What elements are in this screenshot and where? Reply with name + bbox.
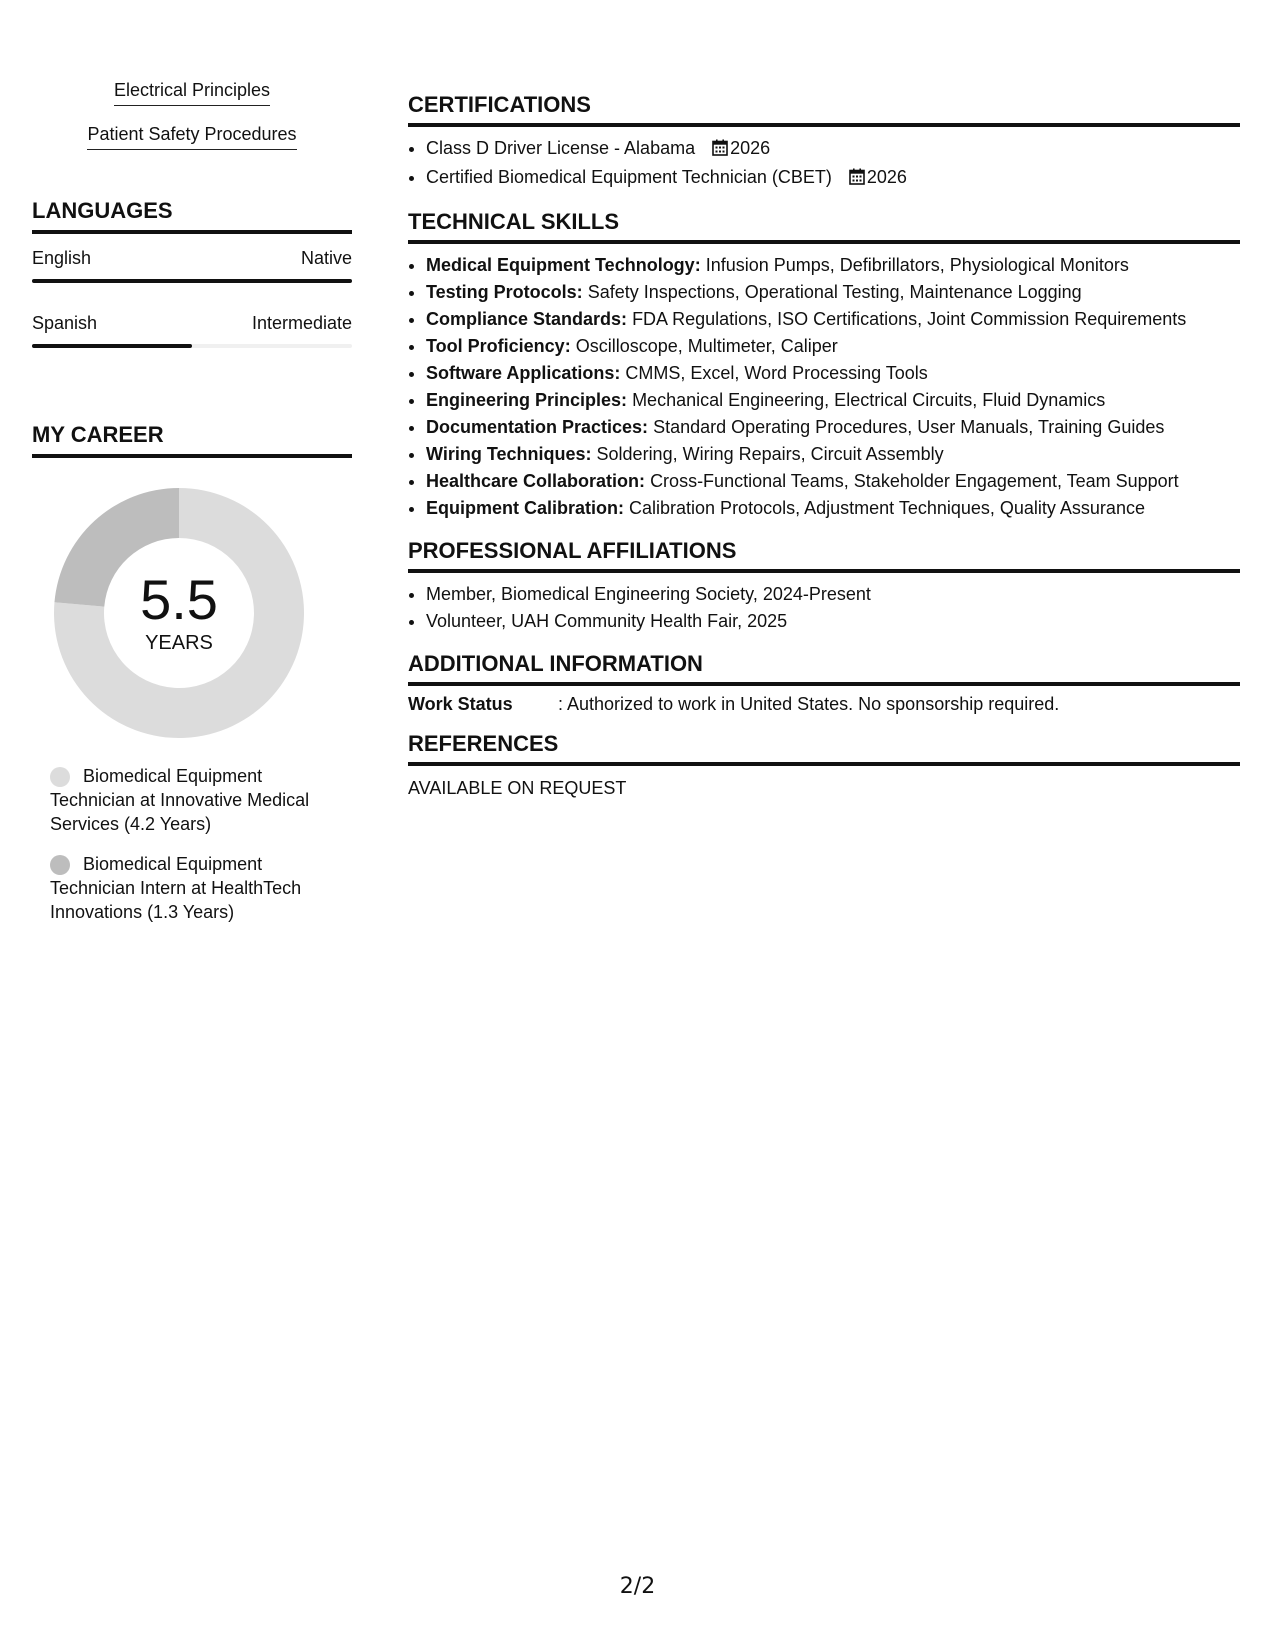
skill-label: Software Applications: xyxy=(426,363,621,383)
language-name: Spanish xyxy=(32,313,98,333)
technical-skills-section xyxy=(408,209,1240,522)
legend-dot-icon xyxy=(50,767,70,787)
references-text: AVAILABLE ON REQUEST xyxy=(408,778,627,798)
languages-section xyxy=(32,198,352,348)
affiliation-item: • Member, Biomedical Engineering Society, 2024-Present xyxy=(426,581,1240,608)
certification-year: 2026 xyxy=(730,138,771,158)
skill-value: Safety Inspections, Operational Testing, Maintenance Logging xyxy=(587,282,1082,302)
right-column xyxy=(408,92,1240,815)
work-status-key: Work Status xyxy=(408,694,513,714)
calendar-icon xyxy=(849,166,865,193)
technical-skill-item xyxy=(426,468,1240,495)
certification-name: Class D Driver License - Alabama xyxy=(426,138,696,158)
page-number: 2/2 xyxy=(619,1574,656,1599)
affiliation-item: • Volunteer, UAH Community Health Fair, 2025 xyxy=(426,608,1240,635)
skills-list xyxy=(32,80,352,150)
work-status-value: : Authorized to work in United States. No sponsorship required. xyxy=(558,694,1060,714)
affiliations-section xyxy=(408,538,1240,635)
technical-skill-item xyxy=(426,279,1240,306)
career-legend-item xyxy=(50,764,340,836)
career-section xyxy=(32,422,352,924)
certification-item xyxy=(426,135,1240,164)
left-column xyxy=(32,80,352,924)
technical-skill-item xyxy=(426,306,1240,333)
additional-info-title: ADDITIONAL INFORMATION xyxy=(408,651,1240,686)
technical-skill-item xyxy=(426,387,1240,414)
donut-center xyxy=(54,488,304,738)
skill-value: Standard Operating Procedures, User Manuals, Training Guides xyxy=(653,417,1165,437)
skill-value: FDA Regulations, ISO Certifications, Joint Commission Requirements xyxy=(632,309,1187,329)
skill-label: Tool Proficiency: xyxy=(426,336,571,356)
language-proficiency-bar xyxy=(32,344,352,348)
language-item xyxy=(32,313,352,348)
technical-skill-item xyxy=(426,252,1240,279)
technical-skills-title: TECHNICAL SKILLS xyxy=(408,209,1240,244)
certifications-section xyxy=(408,92,1240,193)
certifications-title: CERTIFICATIONS xyxy=(408,92,1240,127)
affiliations-list xyxy=(408,581,1240,635)
skill-value: Calibration Protocols, Adjustment Techniques, Quality Assurance xyxy=(629,498,1145,518)
language-level: Native xyxy=(300,248,352,268)
technical-skills-list xyxy=(408,252,1240,522)
certification-year: 2026 xyxy=(866,167,907,187)
skill-value: CMMS, Excel, Word Processing Tools xyxy=(625,363,928,383)
skill-label: Documentation Practices: xyxy=(426,417,649,437)
language-proficiency-fill xyxy=(32,344,192,348)
career-legend-item xyxy=(50,852,340,924)
skill-label: Medical Equipment Technology: xyxy=(426,255,701,275)
technical-skill-item xyxy=(426,441,1240,468)
career-title: MY CAREER xyxy=(32,422,352,458)
language-proficiency-fill xyxy=(32,279,352,283)
certification-name: Certified Biomedical Equipment Technician (CBET) xyxy=(426,167,832,187)
technical-skill-item xyxy=(426,360,1240,387)
language-name: English xyxy=(32,248,92,268)
technical-skill-item xyxy=(426,414,1240,441)
skill-label: Testing Protocols: xyxy=(426,282,583,302)
skill-label: Wiring Techniques: xyxy=(426,444,592,464)
skill-label: Equipment Calibration: xyxy=(426,498,624,518)
references-title: REFERENCES xyxy=(408,731,1240,766)
language-proficiency-bar xyxy=(32,279,352,283)
skill-label: Engineering Principles: xyxy=(426,390,628,410)
additional-info-section xyxy=(408,651,1240,715)
work-status-row xyxy=(408,694,1240,715)
skill-label: Compliance Standards: xyxy=(426,309,628,329)
references-section xyxy=(408,731,1240,799)
career-legend-label: Biomedical Equipment Technician Intern at HealthTech Innovations (1.3 Years) xyxy=(50,854,302,922)
calendar-icon xyxy=(712,137,728,164)
skill-value: Infusion Pumps, Defibrillators, Physiological Monitors xyxy=(705,255,1129,275)
skill-value: Oscilloscope, Multimeter, Caliper xyxy=(575,336,838,356)
career-donut-chart xyxy=(54,488,304,738)
skill-value: Soldering, Wiring Repairs, Circuit Assembly xyxy=(596,444,944,464)
affiliations-title: PROFESSIONAL AFFILIATIONS xyxy=(408,538,1240,573)
career-years-unit: YEARS xyxy=(145,631,213,654)
technical-skill-item xyxy=(426,495,1240,522)
languages-title: LANGUAGES xyxy=(32,198,352,234)
skill-value: Cross-Functional Teams, Stakeholder Engagement, Team Support xyxy=(650,471,1179,491)
language-item xyxy=(32,248,352,283)
certification-item xyxy=(426,164,1240,193)
skill-item[interactable]: Patient Safety Procedures xyxy=(87,124,296,150)
skill-value: Mechanical Engineering, Electrical Circuits, Fluid Dynamics xyxy=(632,390,1106,410)
technical-skill-item xyxy=(426,333,1240,360)
language-level: Intermediate xyxy=(251,313,352,333)
career-legend xyxy=(50,764,340,924)
skill-label: Healthcare Collaboration: xyxy=(426,471,646,491)
certifications-list xyxy=(408,135,1240,193)
skill-item[interactable]: Electrical Principles xyxy=(114,80,270,106)
legend-dot-icon xyxy=(50,855,70,875)
career-total-years: 5.5 xyxy=(140,567,218,631)
career-legend-label: Biomedical Equipment Technician at Innovative Medical Services (4.2 Years) xyxy=(50,766,310,834)
